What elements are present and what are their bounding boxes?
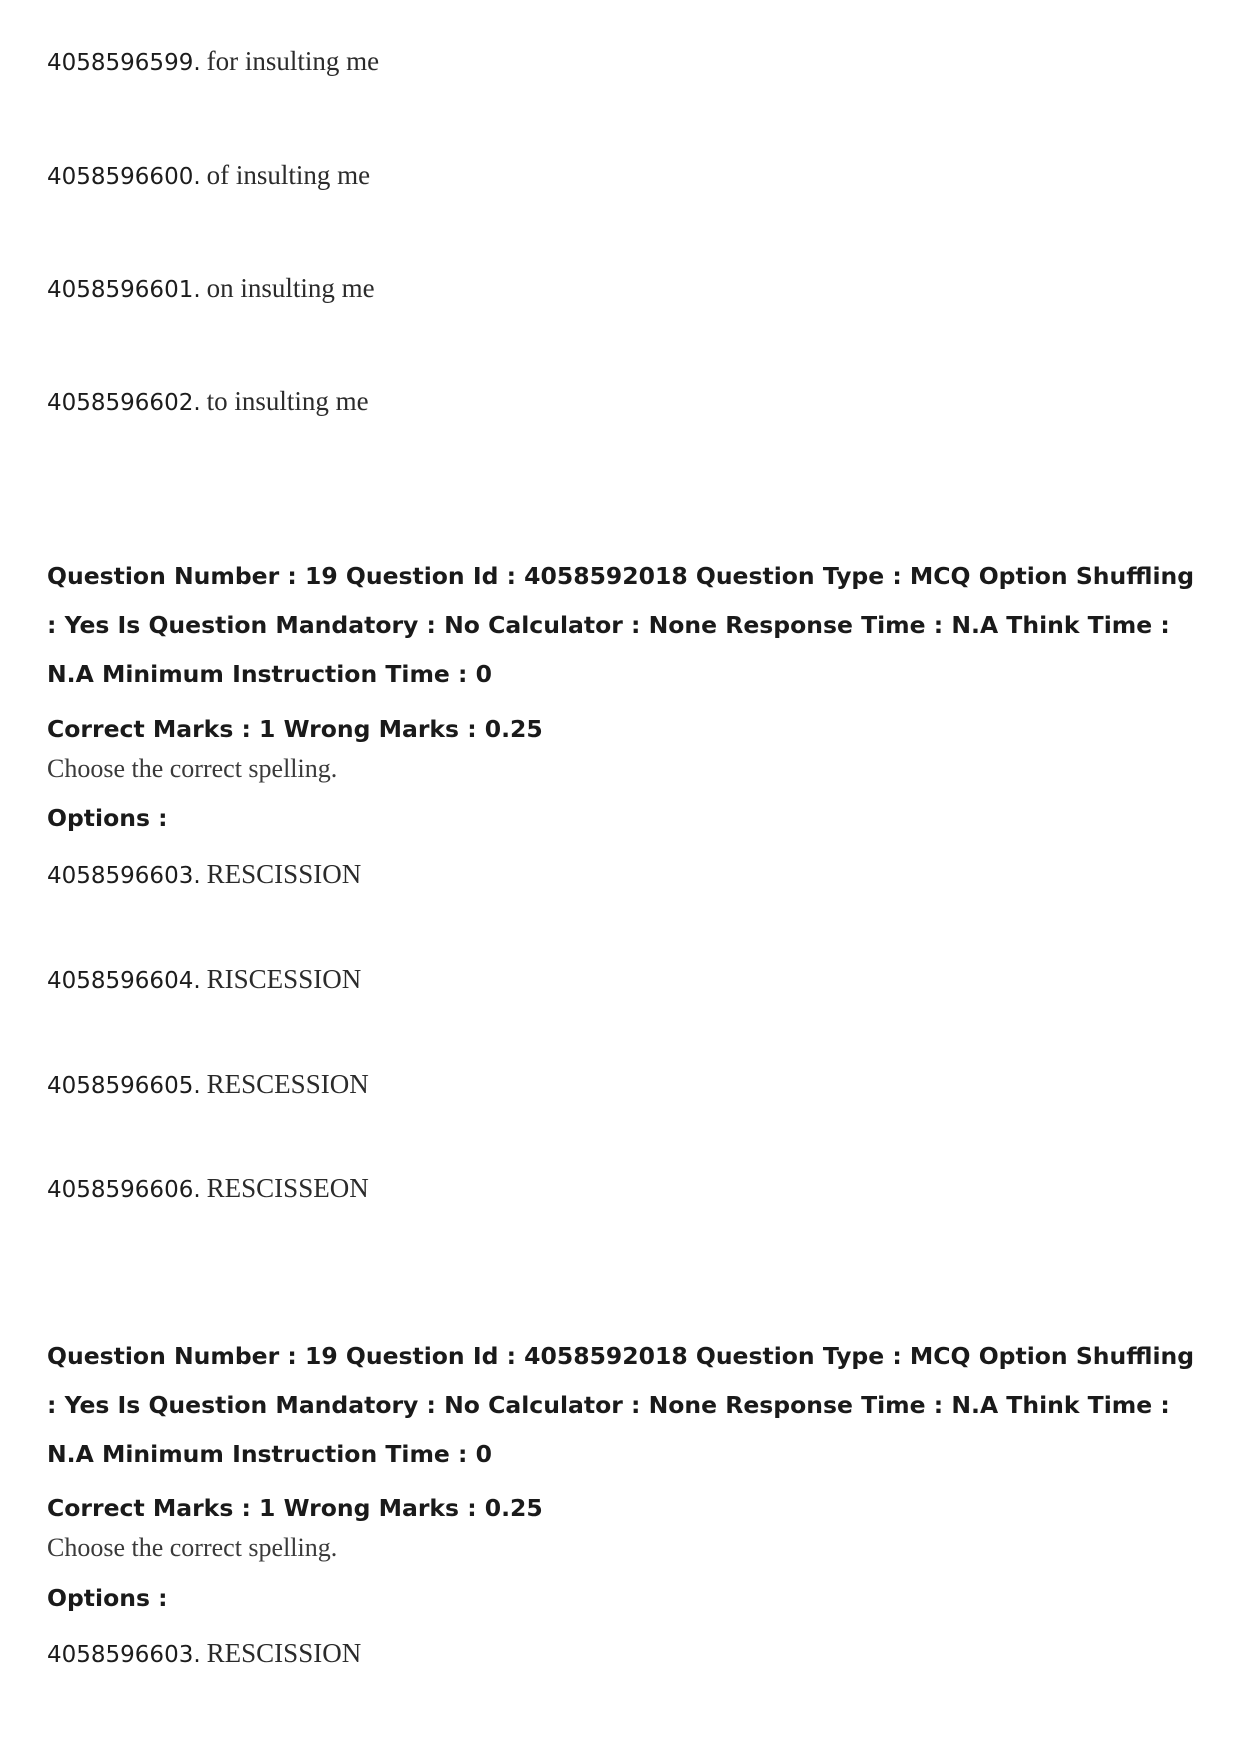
option-text: RESCISSION	[206, 1638, 362, 1668]
option-row	[47, 1638, 361, 1669]
option-row	[47, 160, 370, 191]
option-row	[47, 964, 361, 995]
option-text: RESCISSEON	[206, 1173, 369, 1203]
options-label: Options :	[47, 804, 168, 832]
option-row	[47, 386, 369, 417]
question-marks: Correct Marks : 1 Wrong Marks : 0.25	[47, 715, 543, 743]
option-text: for insulting me	[206, 46, 380, 76]
option-text: of insulting me	[206, 160, 371, 190]
option-text: on insulting me	[206, 273, 375, 303]
question-text: Choose the correct spelling.	[47, 754, 338, 783]
option-id: 4058596605.	[47, 1073, 201, 1099]
option-id: 4058596601.	[47, 277, 201, 303]
option-row	[47, 46, 379, 77]
option-text: RISCESSION	[206, 964, 362, 994]
option-row	[47, 1173, 369, 1204]
options-label: Options :	[47, 1584, 168, 1612]
option-id: 4058596603.	[47, 1642, 201, 1668]
question-text: Choose the correct spelling.	[47, 1533, 338, 1562]
option-row	[47, 859, 361, 890]
option-id: 4058596606.	[47, 1177, 201, 1203]
question-meta: Question Number : 19 Question Id : 4058592018 Question Type : MCQ Option Shuffling : Yes Is Question Mandatory : No Calculator : None Response Time : N.A Think Time : N.A Minimum Instruction Time : 0	[47, 1342, 1195, 1468]
option-id: 4058596603.	[47, 863, 201, 889]
option-row	[47, 1069, 369, 1100]
option-id: 4058596599.	[47, 50, 201, 76]
option-id: 4058596602.	[47, 390, 201, 416]
option-text: RESCESSION	[206, 1069, 369, 1099]
option-id: 4058596604.	[47, 968, 201, 994]
option-id: 4058596600.	[47, 164, 201, 190]
option-row	[47, 273, 375, 304]
option-text: to insulting me	[206, 386, 369, 416]
question-meta: Question Number : 19 Question Id : 4058592018 Question Type : MCQ Option Shuffling : Yes Is Question Mandatory : No Calculator : None Response Time : N.A Think Time : N.A Minimum Instruction Time : 0	[47, 562, 1195, 688]
question-marks: Correct Marks : 1 Wrong Marks : 0.25	[47, 1494, 543, 1522]
option-text: RESCISSION	[206, 859, 362, 889]
